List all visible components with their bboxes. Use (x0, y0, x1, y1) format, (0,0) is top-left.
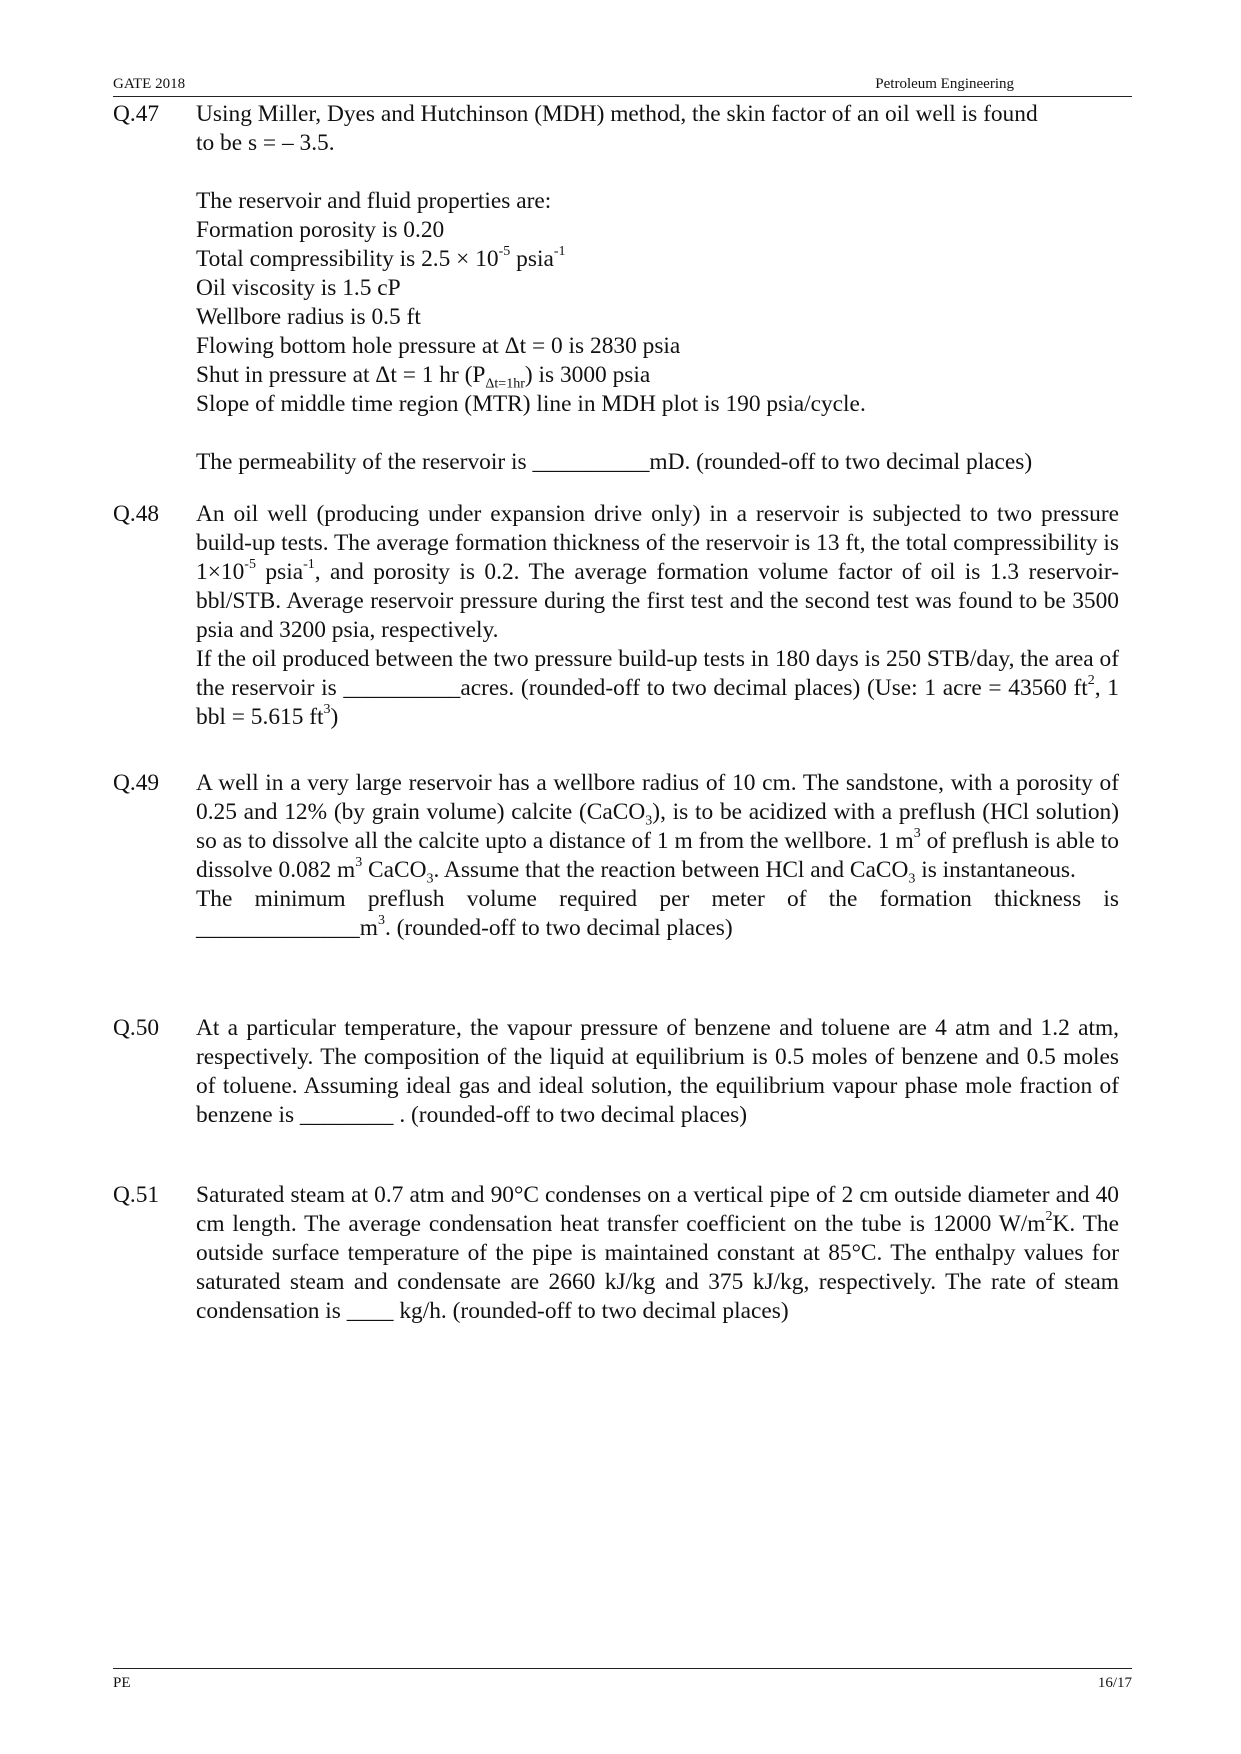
question-text: A well in a very large reservoir has a wellbore radius of 10 cm. The sandstone, with a porosity of 0.25 and 12% (by grain volume) calcite (CaCO$_3$), is to be acidized with a preflush (HCl solution) so as to dissolve all the calcite upto a distance of 1 m from the wellbore. 1 $m^3$ of preflush is able to dissolve 0.082 $m^3$ CaCO$_3$. Assume that the reaction between HCl and CaCO$_3$ is instantaneous. (196, 770, 1120, 887)
question-ask: The permeability of the reservoir is __________mD. (rounded-off to two decimal places) (196, 449, 1033, 475)
question-text: An oil well (producing under expansion drive only) in a reservoir is subjected to two pressure build-up tests. The average formation thickness of the reservoir is 13 ft, the total compressibility is $1\times 10^{-5}$ psia$^{-1}$, and porosity is 0.2. The average formation volume factor of oil is 1.3 reservoir-bbl/STB. Average reservoir pressure during the first test and the second test was found to be 3500 psia and 3200 psia, respectively. (196, 501, 1119, 643)
property-line: Total compressibility is $2.5 \times 10^{-5}$ psia$^{-1}$ (196, 244, 566, 272)
question-body (196, 100, 1119, 477)
question-text: Saturated steam at 0.7 atm and 90°C condenses on a vertical pipe of 2 cm outside diameter and 40 cm length. The average condensation heat transfer coefficient on the tube is 12000 $W/m^2K$. The outside surface temperature of the pipe is maintained constant at 85°C. The enthalpy values for saturated steam and condensate are 2660 kJ/kg and 375 kJ/kg, respectively. The rate of steam condensation is ____ kg/h. (rounded-off to two decimal places) (196, 1182, 1119, 1324)
question-text: Using Miller, Dyes and Hutchinson (MDH) method, the skin factor of an oil well is found (196, 101, 1038, 127)
question-number: Q.48 (113, 501, 160, 527)
question-number: Q.49 (113, 770, 160, 796)
question-body (196, 1014, 1119, 1130)
property-line: Slope of middle time region (MTR) line in MDH plot is 190 psia/cycle. (196, 391, 866, 417)
question-number: Q.51 (113, 1182, 160, 1208)
paper-subject: Petroleum Engineering (875, 76, 1014, 92)
property-line: Shut in pressure at Δt = 1 hr $(P_{\Delta t=1hr})$ is 3000 psia (196, 362, 651, 392)
question-body (196, 1181, 1119, 1326)
page-number: 16/17 (1097, 1675, 1132, 1691)
property-line: Flowing bottom hole pressure at Δt = 0 is 2830 psia (196, 333, 681, 359)
properties-heading: The reservoir and fluid properties are: (196, 188, 552, 214)
property-line: Formation porosity is 0.20 (196, 217, 445, 243)
exam-title: GATE 2018 (113, 76, 186, 92)
question-body (196, 769, 1119, 943)
question-text: At a particular temperature, the vapour pressure of benzene and toluene are 4 atm and 1.2 atm, respectively. The composition of the liquid at equilibrium is 0.5 moles of benzene and 0.5 moles of toluene. Assuming ideal gas and ideal solution, the equilibrium vapour phase mole fraction of benzene is ________ . (rounded-off to two decimal places) (196, 1015, 1119, 1128)
question-number: Q.47 (113, 101, 160, 127)
property-line: Wellbore radius is 0.5 ft (196, 304, 421, 330)
question-ask: The minimum preflush volume required per meter of the formation thickness is $\_\_\_\_\_\_\_\_\_\_\_\_\_\_m^3$. (rounded-off to two decimal places) (196, 886, 1119, 941)
page-header (113, 72, 1132, 97)
property-line: Oil viscosity is 1.5 cP (196, 275, 401, 301)
question-text: to be s = – 3.5. (196, 130, 335, 156)
page-footer (113, 1668, 1132, 1693)
paper-code: PE (113, 1675, 131, 1691)
question-body (196, 500, 1119, 732)
question-ask: If the oil produced between the two pressure build-up tests in 180 days is 250 STB/day, the area of the reservoir is __________acres. (rounded-off to two decimal places) (Use: 1 acre = 43560 $ft^2$, 1 bbl = 5.615 $ft^3$) (196, 646, 1119, 730)
question-number: Q.50 (113, 1015, 160, 1041)
